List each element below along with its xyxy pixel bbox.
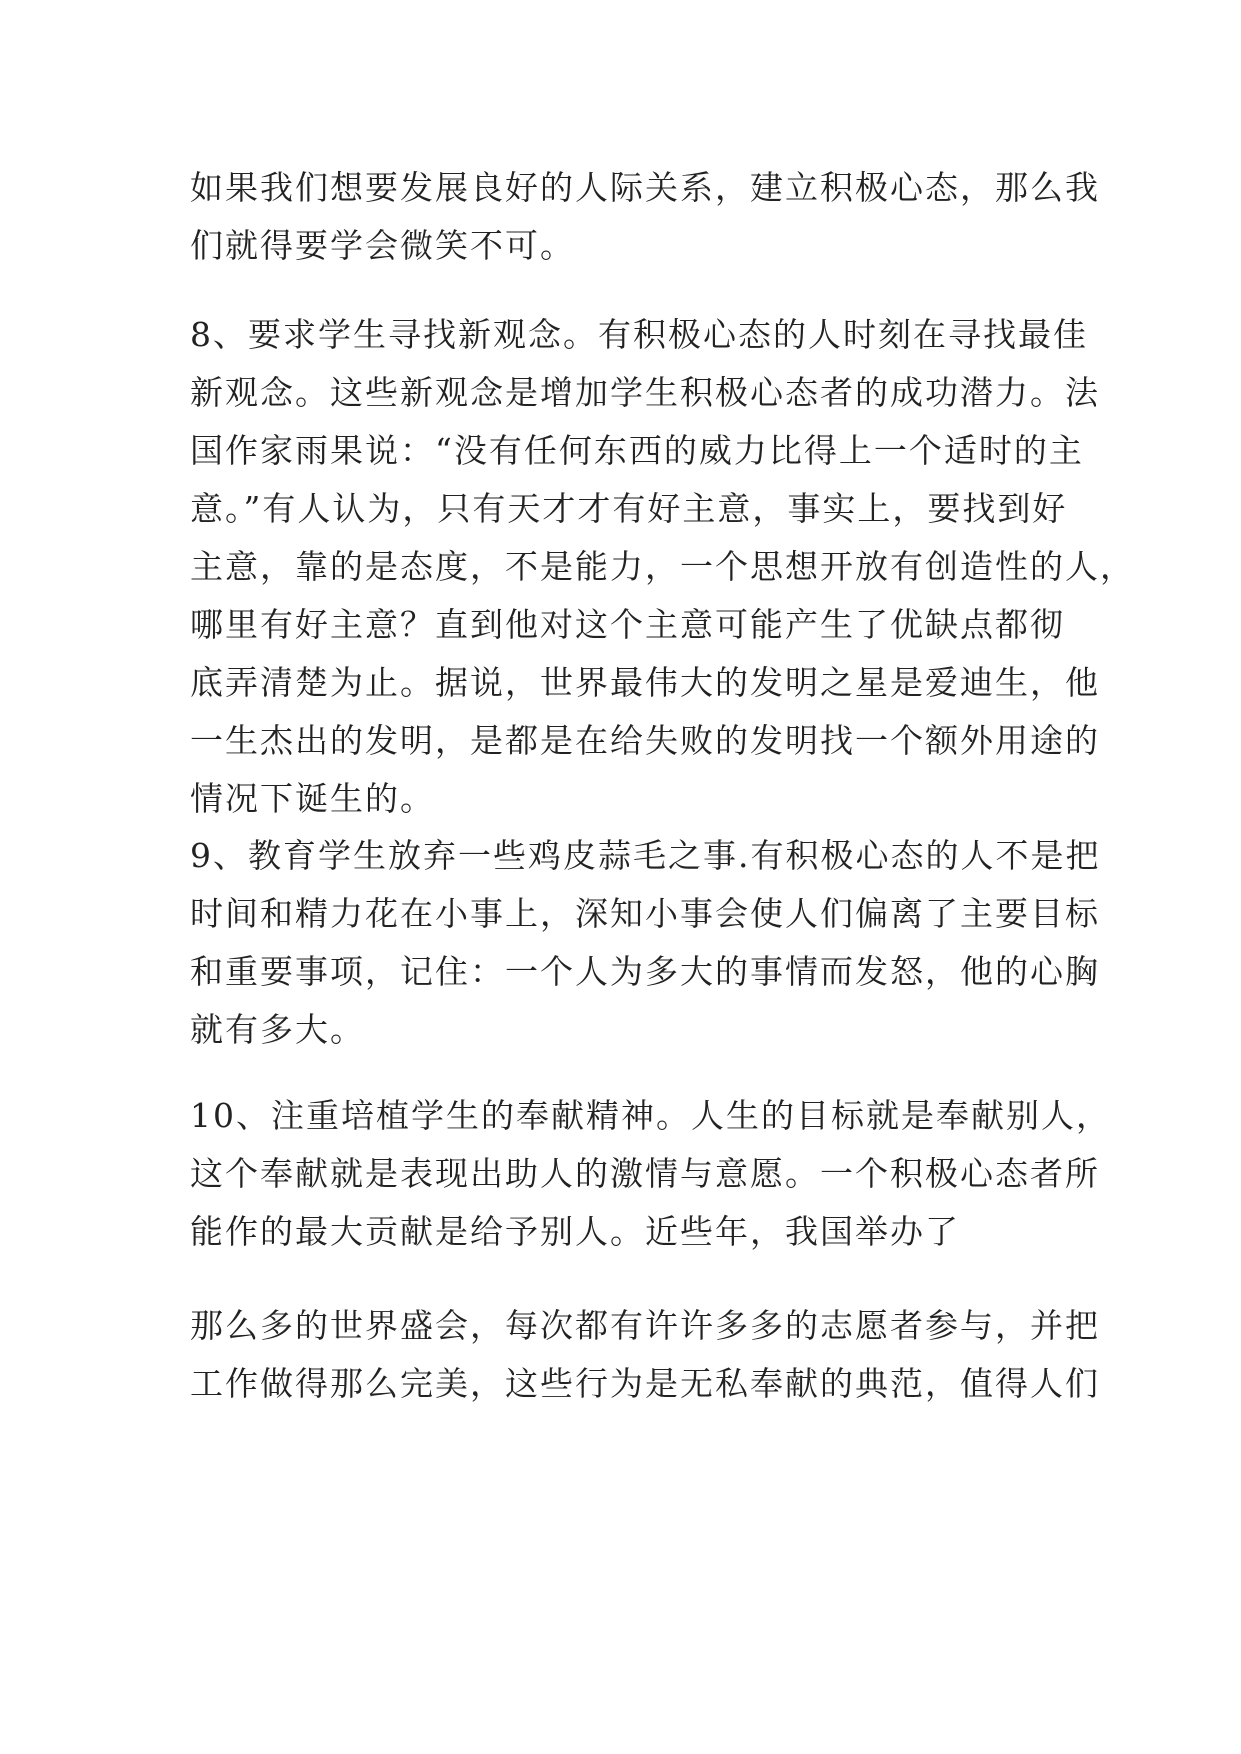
text-line: 国作家雨果说：“没有任何东西的威力比得上一个适时的主 (190, 431, 1084, 470)
text-line: 能作的最大贡献是给予别人。近些年，我国举办了 (190, 1212, 960, 1251)
paragraph-item-9 (190, 827, 1101, 1059)
text-line: 8、要求学生寻找新观念。有积极心态的人时刻在寻找最佳 (190, 315, 1088, 354)
text-line: 主意，靠的是态度，不是能力，一个思想开放有创造性的人， (190, 547, 1135, 586)
text-line: 那么多的世界盛会，每次都有许许多多的志愿者参与，并把 (190, 1306, 1100, 1345)
paragraph-smile (190, 159, 1100, 275)
paragraph-item-8 (190, 306, 1135, 828)
text-line: 9、教育学生放弃一些鸡皮蒜毛之事.有积极心态的人不是把 (190, 836, 1101, 875)
text-line: 哪里有好主意？直到他对这个主意可能产生了优缺点都彻 (190, 605, 1065, 644)
text-line: 情况下诞生的。 (190, 779, 435, 818)
text-line: 意。”有人认为，只有天才才有好主意，事实上，要找到好 (190, 489, 1068, 528)
paragraph-continuation (190, 1297, 1100, 1413)
text-line: 和重要事项，记住：一个人为多大的事情而发怒，他的心胸 (190, 952, 1100, 991)
text-line: 10、注重培植学生的奉献精神。人生的目标就是奉献别人， (190, 1096, 1111, 1135)
text-line: 时间和精力花在小事上，深知小事会使人们偏离了主要目标 (190, 894, 1100, 933)
text-line: 如果我们想要发展良好的人际关系，建立积极心态，那么我 (190, 168, 1100, 207)
text-line: 一生杰出的发明，是都是在给失败的发明找一个额外用途的 (190, 721, 1100, 760)
text-line: 底弄清楚为止。据说，世界最伟大的发明之星是爱迪生，他 (190, 663, 1100, 702)
text-line: 就有多大。 (190, 1010, 365, 1049)
text-line: 工作做得那么完美，这些行为是无私奉献的典范，值得人们 (190, 1364, 1100, 1403)
text-line: 这个奉献就是表现出助人的激情与意愿。一个积极心态者所 (190, 1154, 1100, 1193)
paragraph-item-10 (190, 1087, 1111, 1261)
text-line: 们就得要学会微笑不可。 (190, 226, 575, 265)
text-line: 新观念。这些新观念是增加学生积极心态者的成功潜力。法 (190, 373, 1100, 412)
